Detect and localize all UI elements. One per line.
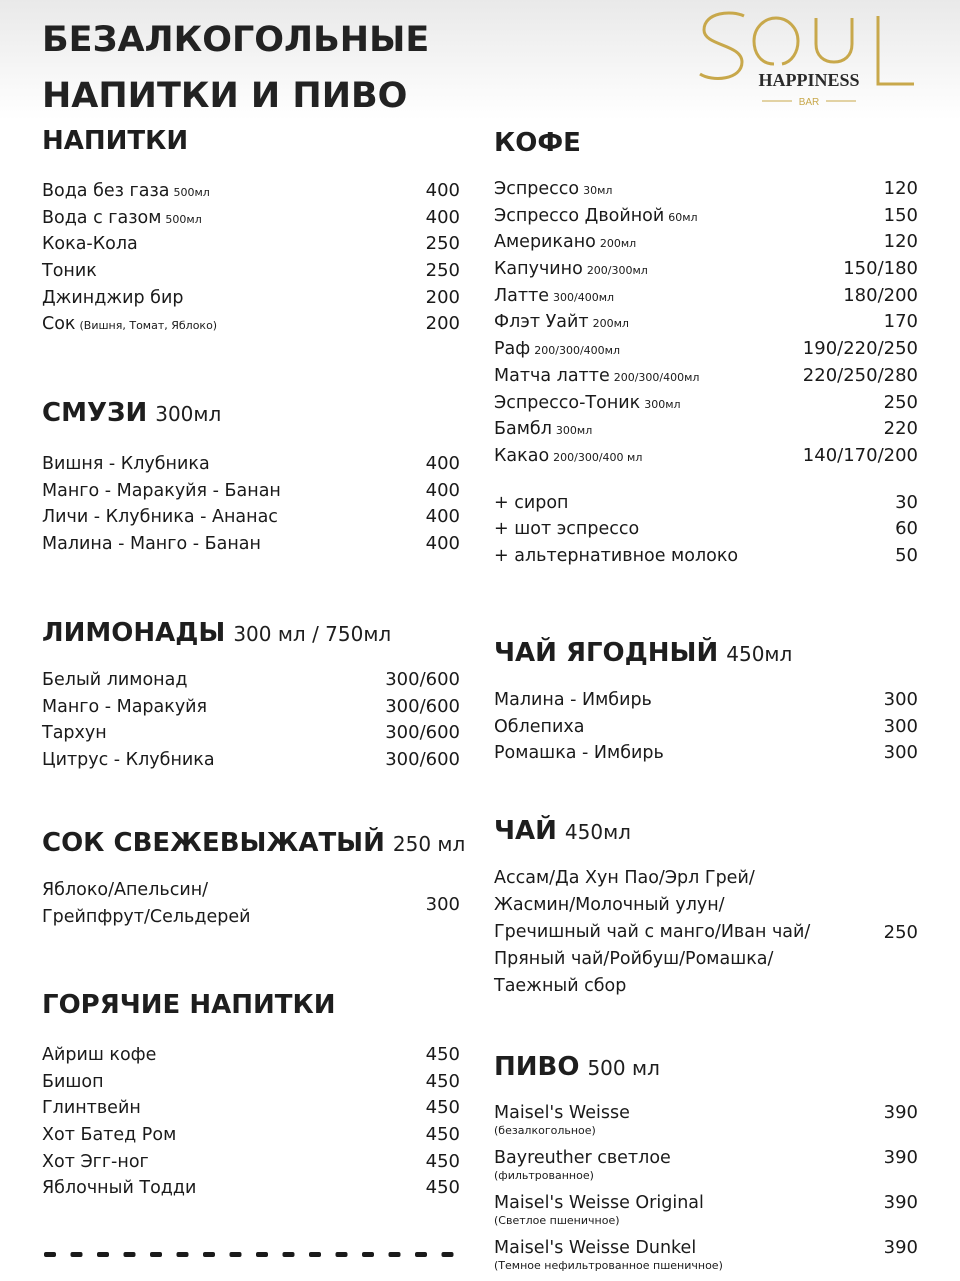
menu-item [42, 694, 460, 721]
menu-item [42, 478, 460, 505]
item-name: Эспрессо-Тоник [494, 392, 641, 413]
item-price: 170 [883, 311, 918, 333]
item-price: 300 [425, 893, 460, 915]
item-label [494, 309, 629, 338]
section-volume: 500 мл [587, 1056, 660, 1080]
item-note: (Темное нефильтрованное пшеничное) [494, 1259, 723, 1272]
item-names [42, 877, 250, 931]
item-label [42, 1149, 149, 1176]
item-label [494, 363, 699, 392]
menu-item [42, 258, 460, 285]
beer-list [494, 1101, 918, 1281]
dash [44, 1252, 56, 1257]
section-title: ПИВО 500 мл [494, 1052, 660, 1082]
item-label [42, 531, 261, 558]
item-price: 300/600 [385, 669, 460, 690]
item-price: 300/600 [385, 722, 460, 744]
menu-item [42, 205, 460, 232]
menu-item [42, 231, 460, 258]
menu-item [42, 1122, 460, 1149]
section-volume: 250 мл [392, 832, 466, 856]
item-price: 150 [883, 204, 918, 226]
item-label [494, 229, 636, 258]
item-name: Малина - Имбирь [494, 690, 652, 710]
item-price: 120 [883, 178, 918, 199]
item-price: 450 [425, 1177, 460, 1199]
menu-item [494, 740, 918, 767]
section-beer [494, 1050, 918, 1281]
item-price: 450 [425, 1097, 460, 1119]
menu-item [494, 336, 918, 363]
item-price: 50 [895, 544, 918, 566]
item-price: 200 [425, 286, 460, 308]
item-price: 250 [425, 260, 460, 282]
item-label [42, 258, 97, 285]
item-label [42, 451, 210, 478]
item-volume: 500мл [165, 212, 202, 226]
item-name: Глинтвейн [42, 1098, 141, 1119]
item-name: Малина - Манго - Банан [42, 534, 261, 555]
section-coffee [494, 126, 918, 570]
item-label [494, 687, 652, 714]
item-name: Вишня - Клубника [42, 454, 210, 474]
section-title: СМУЗИ 300мл [42, 398, 222, 428]
section-smoothie [42, 396, 460, 558]
item-names [494, 865, 810, 1000]
menu-item [42, 747, 460, 774]
menu-item [42, 720, 460, 747]
item-price: 400 [425, 506, 460, 528]
item-name: Какао [494, 445, 550, 466]
item-label [42, 1069, 104, 1096]
dash [362, 1252, 374, 1257]
multi-item [42, 877, 460, 931]
item-volume: 200/300/400мл [534, 344, 620, 358]
item-price: 300/600 [385, 695, 460, 717]
item-name: Капучино [494, 259, 583, 280]
section-volume: 300 мл / 750мл [233, 622, 392, 646]
item-price: 250 [883, 922, 918, 943]
item-name: Цитрус - Клубника [42, 750, 215, 771]
item-price: 150/180 [843, 258, 918, 280]
item-name: Облепиха [494, 716, 585, 737]
dash [71, 1252, 83, 1257]
item-label [42, 178, 210, 207]
item-label [42, 1042, 156, 1069]
item-name: Maisel's Weisse Dunkel [494, 1238, 697, 1258]
item-label [494, 516, 639, 543]
item-label [42, 694, 207, 721]
menu-item [494, 229, 918, 256]
item-name: Эспрессо [494, 179, 580, 199]
item-label [494, 490, 568, 517]
item-name: Личи - Клубника - Ананас [42, 507, 278, 528]
item-name: Кока-Кола [42, 234, 138, 255]
item-price: 400 [425, 180, 460, 201]
section-hot-drinks [42, 988, 460, 1202]
addon-list [494, 490, 918, 570]
item-price: 250 [425, 233, 460, 255]
item-line: Пряный чай/Ройбуш/Ромашка/ [494, 949, 774, 969]
menu-item [494, 363, 918, 390]
beer-item [494, 1146, 918, 1191]
item-volume: 200мл [592, 317, 629, 331]
item-price: 450 [425, 1150, 460, 1172]
item-label [42, 1122, 176, 1149]
section-title: НАПИТКИ [42, 126, 189, 156]
item-price: 400 [425, 479, 460, 501]
soul-logo [696, 4, 926, 120]
item-name: Сок [42, 314, 76, 335]
item-line: Жасмин/Молочный улун/ [494, 895, 725, 915]
item-line: Яблоко/Апельсин/ [42, 880, 209, 900]
item-name: Ромашка - Имбирь [494, 743, 664, 764]
beer-label [494, 1101, 630, 1146]
item-name: Хот Эгг-ног [42, 1151, 149, 1172]
item-label [42, 504, 278, 531]
item-label [42, 311, 217, 340]
item-list [42, 451, 460, 558]
item-name: Вода с газом [42, 207, 162, 228]
section-berry-tea [494, 636, 918, 767]
item-name: Белый лимонад [42, 670, 188, 690]
beer-label [494, 1146, 671, 1191]
item-line: Ассам/Да Хун Пао/Эрл Грей/ [494, 868, 755, 888]
menu-item [494, 416, 918, 443]
item-price: 30 [895, 491, 918, 513]
menu-item [42, 1149, 460, 1176]
menu-item [42, 1069, 460, 1096]
item-name: Яблочный Тодди [42, 1178, 197, 1199]
logo-bar-text: BAR [798, 97, 820, 108]
menu-item [42, 1175, 460, 1202]
menu-item [42, 311, 460, 338]
page-title-line-2: НАПИТКИ И ПИВО [42, 76, 408, 116]
item-name: Флэт Уайт [494, 312, 589, 333]
item-volume: 200мл [599, 237, 637, 251]
item-price: 400 [425, 206, 460, 228]
dash [283, 1252, 295, 1257]
decorative-dash-divider [42, 1244, 462, 1264]
beer-item [494, 1101, 918, 1146]
item-price: 450 [425, 1070, 460, 1092]
beer-label [494, 1191, 704, 1236]
menu-item [494, 203, 918, 230]
item-label [42, 478, 281, 505]
item-list [42, 1042, 460, 1202]
menu-item [494, 714, 918, 741]
section-volume: 450мл [564, 820, 631, 844]
logo-happiness-text: HAPPINESS [758, 70, 860, 90]
item-price: 60 [895, 518, 918, 540]
item-note: (Светлое пшеничное) [494, 1214, 620, 1227]
menu-item [494, 176, 918, 203]
menu-item [42, 667, 460, 694]
item-name: Bayreuther светлое [494, 1148, 671, 1168]
item-volume: 300/400мл [553, 290, 615, 304]
dash [230, 1252, 242, 1257]
section-title: ЧАЙ 450мл [494, 816, 631, 846]
dash [203, 1252, 215, 1257]
item-volume: 300мл [555, 424, 593, 438]
item-name: Эспрессо Двойной [494, 205, 665, 226]
beer-label [494, 1236, 723, 1281]
logo-letter-l [878, 16, 914, 84]
item-name: + сироп [494, 492, 569, 513]
menu-item [42, 285, 460, 312]
item-name: Джинджир бир [42, 287, 184, 308]
section-volume: 300мл [155, 402, 222, 426]
beer-item [494, 1191, 918, 1236]
item-name: Maisel's Weisse Original [494, 1193, 704, 1213]
logo-letter-u [816, 18, 852, 62]
menu-item [42, 1042, 460, 1069]
item-line: Таежный сбор [494, 976, 627, 996]
dash [150, 1252, 162, 1257]
section-title: ЛИМОНАДЫ 300 мл / 750мл [42, 618, 392, 648]
beer-item [494, 1236, 918, 1281]
item-label [494, 176, 612, 205]
item-label [42, 747, 215, 774]
item-label [494, 283, 614, 312]
item-name: Американо [494, 232, 596, 253]
logo-letter-s [700, 13, 744, 79]
item-price: 200 [425, 313, 460, 335]
item-name: Латте [494, 285, 550, 306]
item-list [494, 687, 918, 767]
item-price: 220/250/280 [802, 364, 918, 386]
item-name: + шот эспрессо [494, 519, 640, 540]
item-volume: 500мл [173, 186, 210, 199]
menu-item [494, 490, 918, 517]
dash [256, 1252, 268, 1257]
item-label [42, 720, 107, 747]
item-price: 300/600 [385, 749, 460, 771]
item-name: Айриш кофе [42, 1045, 157, 1065]
section-title: ГОРЯЧИЕ НАПИТКИ [42, 990, 336, 1020]
dash [177, 1252, 189, 1257]
item-name: Вода без газа [42, 181, 170, 201]
item-label [494, 714, 584, 741]
menu-item [494, 543, 918, 570]
item-list [494, 176, 918, 470]
section-drinks [42, 124, 460, 338]
item-volume: 200/300/400мл [613, 370, 700, 384]
item-label [42, 667, 187, 694]
menu-item [42, 451, 460, 478]
item-label [494, 416, 592, 445]
item-name: Бамбл [494, 419, 552, 440]
item-label [42, 231, 138, 258]
item-volume: 200/300/400 мл [553, 450, 643, 464]
item-price: 390 [883, 1192, 918, 1213]
menu-item [42, 504, 460, 531]
item-name: + альтернативное молоко [494, 545, 739, 566]
dash [97, 1252, 109, 1257]
section-title: КОФЕ [494, 128, 581, 158]
menu-item [494, 309, 918, 336]
item-label [494, 740, 664, 767]
item-name: Тархун [42, 723, 107, 744]
item-price: 390 [883, 1102, 918, 1123]
item-name: Манго - Маракуйя - Банан [42, 480, 281, 501]
item-price: 180/200 [843, 284, 918, 306]
section-title: СОК СВЕЖЕВЫЖАТЫЙ 250 мл [42, 828, 466, 858]
item-list [42, 178, 460, 338]
item-price: 400 [425, 533, 460, 555]
menu-item [42, 531, 460, 558]
item-volume: 60мл [668, 210, 698, 224]
dash [336, 1252, 348, 1257]
item-label [42, 285, 183, 312]
item-label [494, 543, 738, 570]
item-line: Гречишный чай с манго/Иван чай/ [494, 922, 811, 942]
menu-item [494, 516, 918, 543]
item-volume: 200/300мл [586, 264, 648, 278]
item-list [42, 667, 460, 774]
dash [442, 1252, 454, 1257]
item-line: Грейпфрут/Сельдерей [42, 907, 251, 927]
item-label [42, 1095, 141, 1122]
item-price: 140/170/200 [802, 444, 918, 466]
item-price: 450 [425, 1044, 460, 1065]
item-label [494, 443, 642, 472]
item-price: 300 [883, 689, 918, 710]
item-price: 250 [883, 391, 918, 413]
item-price: 390 [883, 1147, 918, 1168]
item-volume: 300мл [644, 397, 681, 411]
item-note: (безалкогольное) [494, 1124, 596, 1137]
section-lemonade [42, 616, 460, 774]
item-label [494, 390, 681, 419]
item-price: 450 [425, 1124, 460, 1146]
item-price: 120 [883, 231, 918, 253]
item-name: Раф [494, 339, 531, 360]
item-name: Хот Батед Ром [42, 1125, 177, 1146]
item-label [42, 205, 202, 234]
menu-item [42, 1095, 460, 1122]
logo-letter-o [754, 18, 798, 64]
item-name: Тоник [42, 261, 97, 282]
multi-item [494, 865, 918, 1000]
item-price: 400 [425, 453, 460, 474]
item-label [42, 1175, 196, 1202]
item-price: 300 [883, 715, 918, 737]
item-price: 220 [883, 418, 918, 440]
page-title [42, 12, 429, 124]
item-volume: (Вишня, Томат, Яблоко) [79, 319, 218, 333]
page-title-line-1: БЕЗАЛКОГОЛЬНЫЕ [42, 20, 430, 60]
section-fresh-juice [42, 826, 466, 931]
item-name: Манго - Маракуйя [42, 696, 208, 717]
dash [389, 1252, 401, 1257]
menu-item [494, 443, 918, 470]
menu-item [494, 256, 918, 283]
item-volume: 30мл [583, 184, 613, 197]
menu-item [494, 390, 918, 417]
item-note: (фильтрованное) [494, 1169, 594, 1182]
section-title: ЧАЙ ЯГОДНЫЙ 450мл [494, 638, 793, 668]
dash [124, 1252, 136, 1257]
menu-item [494, 687, 918, 714]
item-price: 190/220/250 [802, 338, 918, 360]
item-label [494, 336, 620, 365]
item-name: Maisel's Weisse [494, 1103, 630, 1123]
menu-item [42, 178, 460, 205]
item-name: Матча латте [494, 365, 610, 386]
dash [309, 1252, 321, 1257]
item-name: Бишоп [42, 1071, 104, 1092]
section-tea [494, 814, 918, 1000]
menu-item [494, 283, 918, 310]
section-volume: 450мл [726, 642, 793, 666]
item-price: 390 [883, 1237, 918, 1258]
item-price: 300 [883, 742, 918, 764]
item-label [494, 256, 648, 285]
dash [415, 1252, 427, 1257]
item-label [494, 203, 698, 232]
